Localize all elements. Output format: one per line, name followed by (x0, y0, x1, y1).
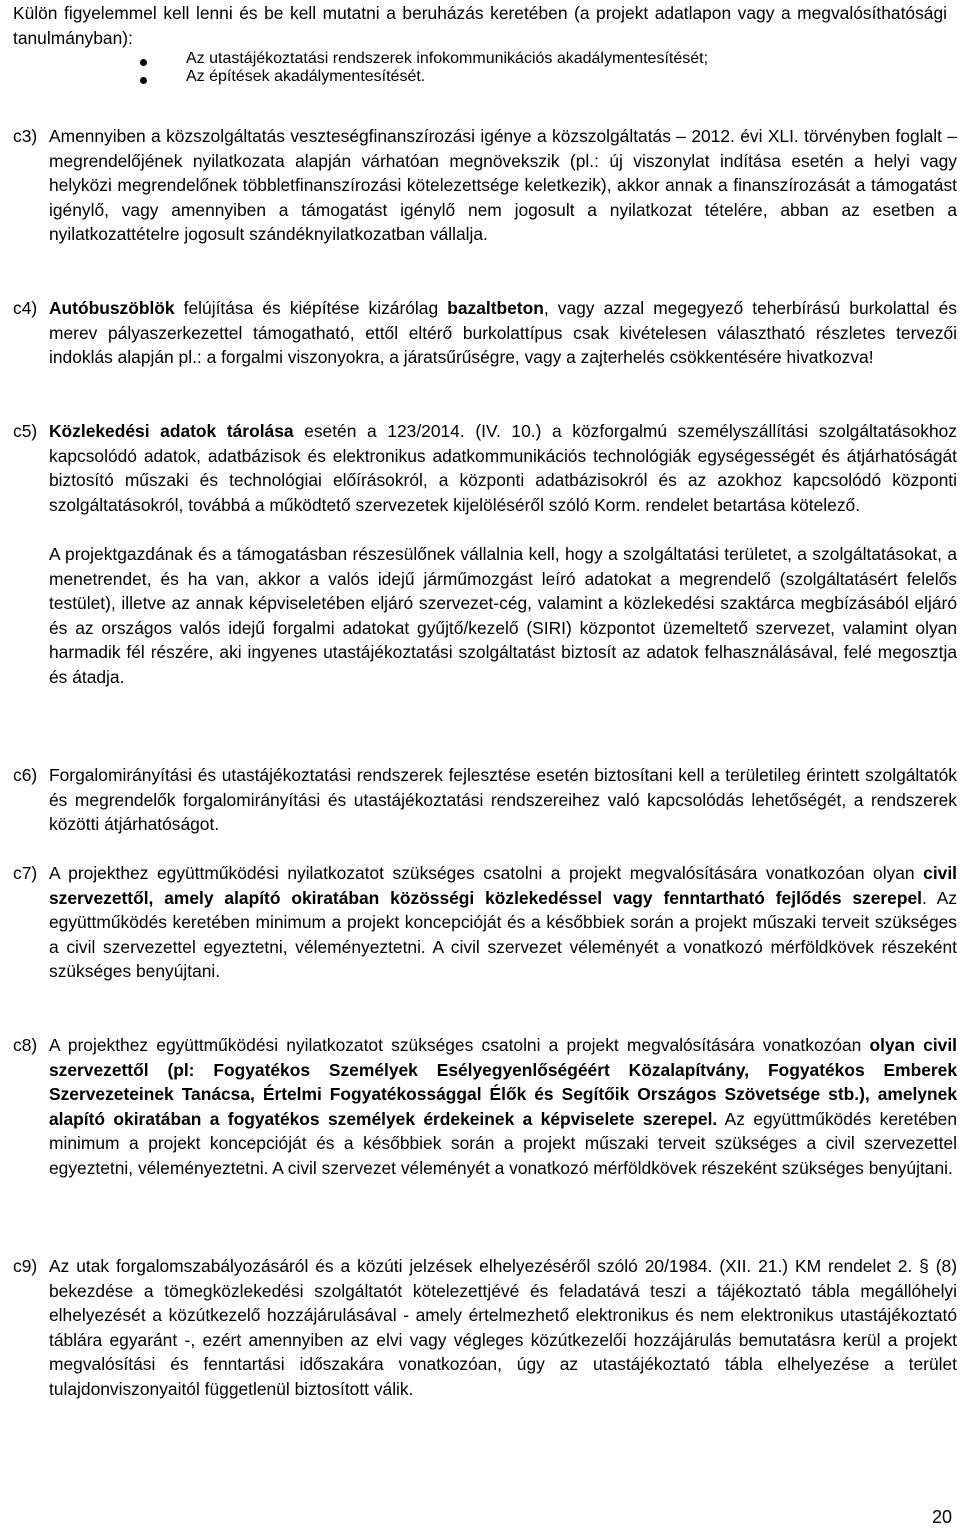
item-label: c8) (13, 1035, 38, 1055)
bullet-item (140, 50, 940, 68)
item-text (49, 296, 957, 370)
text-run: esetén a 123/2014. (IV. 10.) a közforgalmú személyszállítási szolgáltatásokhoz kapcsolódó adatok, adatbázisok és elektronikus adatkommunikációs technológiák egységességét és átjárhatóságát biztosító műszaki és technológiai előírásokról, a központi adatbázisokról és az azokhoz kapcsolódó központi szolgáltatásokról, továbbá a működtető szervezetek kijelöléséről szóló Korm. rendelet betartása kötelező. (49, 421, 957, 515)
item-c3 (13, 124, 957, 247)
bold-term: bazaltbeton (447, 298, 544, 318)
item-label: c5) (13, 421, 38, 441)
item-paragraph: A projektgazdának és a támogatásban részesülőnek vállalnia kell, hogy a szolgáltatási területet, a szolgáltatásokat, a menetrendet, és ha van, akkor a valós idejű járműmozgást leíró adatokat a megrendelő (szolgáltatásért felelős testület), illetve az annak képviseletében eljáró szervezet-cég, valamint a közlekedési szaktárca megbízásából eljáró és az országos valós idejű forgalmi adatokat gyűjtő/kezelő (SIRI) központot üzemeltető szervezet, valamint olyan harmadik fél részére, aki ingyenes utastájékoztatási szolgáltatást biztosít az adatok felhasználásával, felé megosztja és átadja. (49, 543, 957, 687)
item-label: c6) (13, 765, 38, 785)
bullet-icon (140, 59, 147, 66)
page-number: 20 (931, 1507, 952, 1527)
item-text (49, 419, 957, 690)
bold-term: olyan civil szervezettől (pl: Fogyatékos Személyek Esélyegyenlőségéért Közalapítvány, Fogyatékos Emberek Szervezeteinek Tanácsa, Értelmi Fogyatékossággal Élők és Segítőik Országos Szövetsége stb.), amelynek alapító okiratában a fogyatékos személyek érdekeinek a képviselete szerepel. (49, 1035, 958, 1129)
item-c9 (13, 1254, 957, 1402)
text-run: , vagy azzal megegyező teherbírású burkolattal és merev pályaszerkezettel támogatható, ettől eltérő burkolattípus csak kivételesen választható részletes tervezői indoklás alapján pl.: a forgalmi viszonyokra, a járatsűrűségre, vagy a zajterhelés csökkentésére hivatkozva! (49, 298, 957, 368)
text-run: felújítása és kiépítése kizárólag (174, 298, 448, 318)
text-run: Az együttműködés keretében minimum a projekt koncepcióját és a későbbiek során a projekt műszaki terveit szükséges a civil szervezettel egyeztetni, véleményeztetni. A civil szervezet véleményét a vonatkozó mérföldkövek részeként szükséges benyújtani. (49, 1108, 957, 1178)
item-text: Forgalomirányítási és utastájékoztatási rendszerek fejlesztése esetén biztosítani kell a területileg érintett szolgáltatók és megrendelők forgalomirányítási és utastájékoztatási rendszereihez való kapcsolódás lehetőségét, a rendszerek közötti átjárhatóságot. (49, 765, 957, 835)
bullet-text: Az utastájékoztatási rendszerek infokommunikációs akadálymentesítését; (186, 50, 709, 67)
item-text (49, 1033, 957, 1181)
item-text (49, 861, 957, 984)
item-c7 (13, 861, 957, 984)
bold-term: Közlekedési adatok tárolása (49, 421, 294, 441)
text-run: A projekthez együttműködési nyilatkozatot szükséges csatolni a projekt megvalósítására vonatkozóan olyan (49, 863, 924, 883)
bullet-text: Az építések akadálymentesítését. (186, 68, 426, 85)
bold-term: Autóbuszöblök (49, 298, 175, 318)
bullet-icon (140, 77, 147, 84)
item-label: c3) (13, 126, 38, 146)
item-label: c7) (13, 863, 38, 883)
item-c5 (13, 419, 957, 690)
item-c4 (13, 296, 957, 370)
item-c8 (13, 1033, 957, 1181)
bullet-list (140, 50, 940, 86)
item-text: Amennyiben a közszolgáltatás veszteségfinanszírozási igénye a közszolgáltatás – 2012. évi XLI. törvényben foglalt – megrendelőjének nyilatkozata alapján várhatóan megnövekszik (pl.: új viszonylat indítása esetén a helyi vagy helyközi megrendelőnek többletfinanszírozási kötelezettsége keletkezik), akkor annak a finanszírozását a támogatást igénylő, vagy amennyiben a támogatást igénylő nem jogosult a nyilatkozat tételére, abban az esetben a nyilatkozattételre jogosult szándéknyilatkozatban vállalja. (49, 126, 957, 245)
text-run: . Az együttműködés keretében minimum a projekt koncepcióját és a későbbiek során a projekt műszaki terveit szükséges a civil szervezettel egyeztetni, véleményeztetni. A civil szervezet véleményét a vonatkozó mérföldkövek részeként szükséges benyújtani. (49, 887, 958, 982)
bold-term: civil szervezettől, amely alapító okiratában közösségi közlekedéssel vagy fenntartható fejlődés szerepel (49, 863, 957, 908)
intro-paragraph: Külön figyelemmel kell lenni és be kell mutatni a beruházás keretében (a projekt adatlapon vagy a megvalósíthatósági tanulmányban): (13, 3, 947, 48)
text-run: A projekthez együttműködési nyilatkozatot szükséges csatolni a projekt megvalósítására vonatkozóan (49, 1035, 870, 1055)
item-text: Az utak forgalomszabályozásáról és a közúti jelzések elhelyezéséről szóló 20/1984. (XII. 21.) KM rendelet 2. § (8) bekezdése a tömegközlekedési szolgáltatót kötelezettjévé és feladatává teszi a tájékoztató tábla megállóhelyi elhelyezését a közútkezelő hozzájárulásával - amely értelmezhető elektronikus és nem elektronikus utastájékoztató táblára egyaránt -, ezért amennyiben az elvi vagy végleges közútkezelői hozzájárulás bemutatásra kerül a projekt megvalósítási és fenntartási időszakára vonatkozóan, úgy az utastájékoztató tábla elhelyezése a terület tulajdonviszonyaitól függetlenül biztosított válik. (49, 1256, 957, 1399)
item-c6 (13, 763, 957, 837)
item-paragraph (49, 419, 957, 517)
item-label: c4) (13, 298, 38, 318)
bullet-item (140, 68, 940, 86)
item-label: c9) (13, 1256, 38, 1276)
